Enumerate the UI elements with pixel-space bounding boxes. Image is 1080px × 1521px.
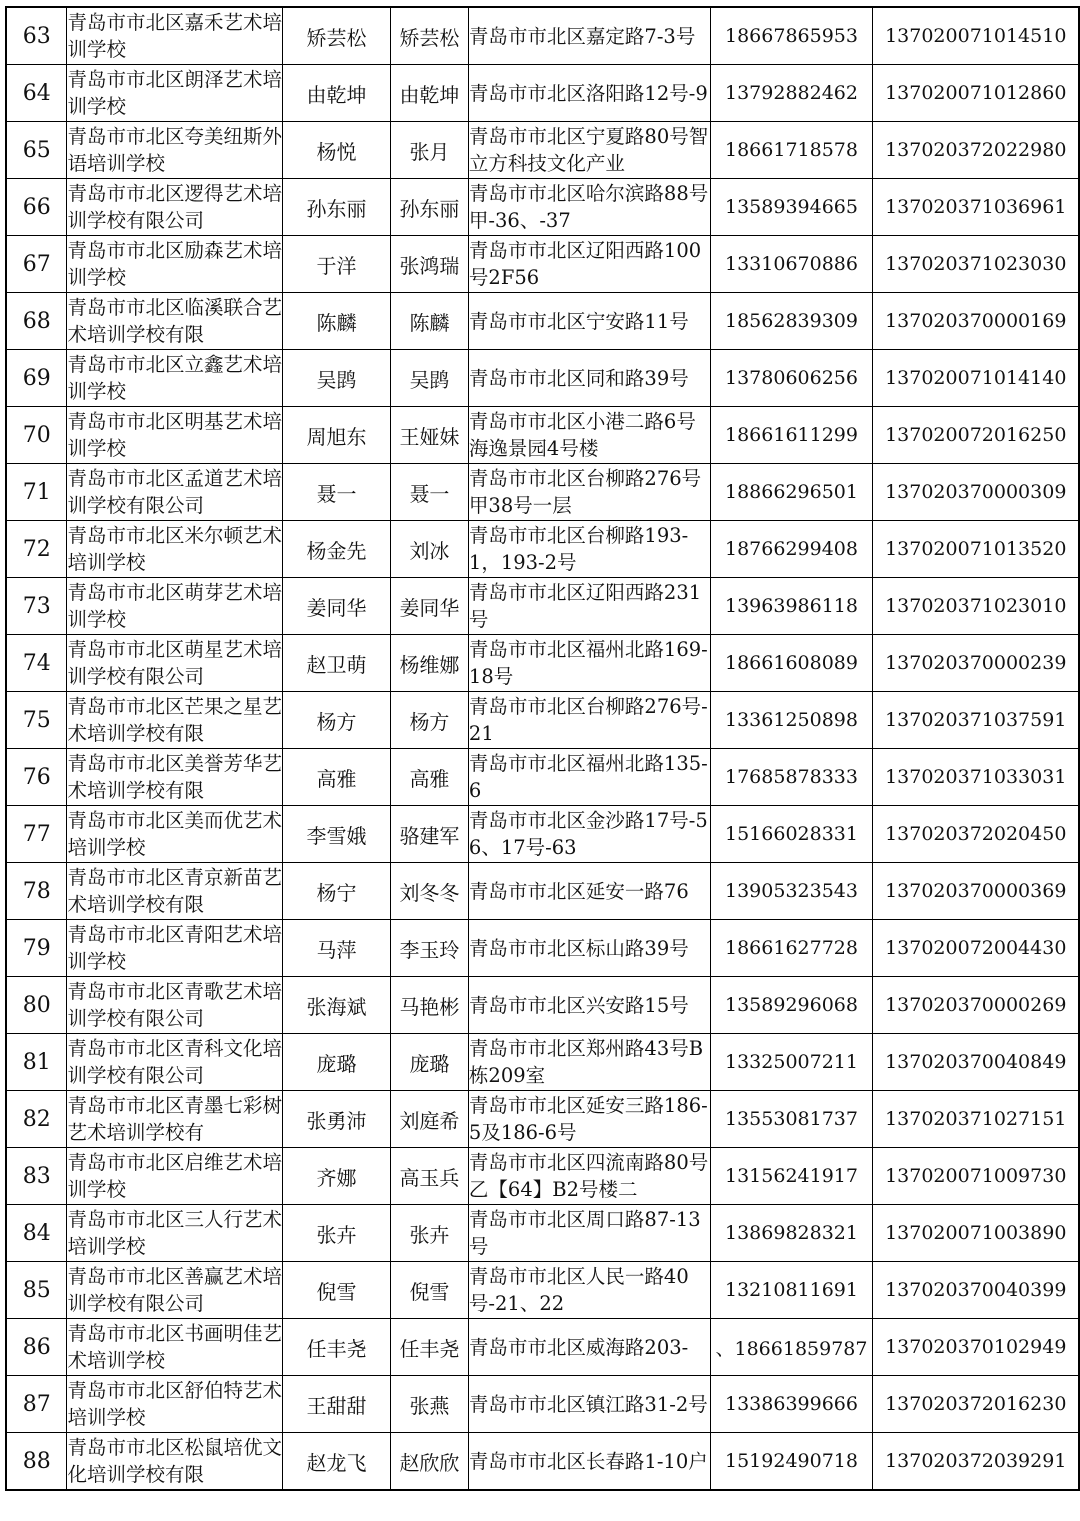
legal-representative: 杨悦 [283, 122, 391, 179]
principal-name: 骆建军 [390, 806, 468, 863]
contact-phone: 18661718578 [710, 122, 873, 179]
school-address-text: 青岛市市北区周口路87-13号 [468, 1208, 701, 1258]
school-address [468, 806, 710, 863]
license-number: 137020370040399 [873, 1262, 1079, 1319]
table-row [6, 977, 1079, 1034]
contact-phone: 13869828321 [710, 1205, 873, 1262]
license-number: 137020071013520 [873, 521, 1079, 578]
school-address [468, 1205, 710, 1262]
license-number: 137020370040849 [873, 1034, 1079, 1091]
principal-name: 张燕 [390, 1376, 468, 1433]
license-number: 137020372022980 [873, 122, 1079, 179]
row-number: 64 [6, 65, 67, 122]
table-row [6, 749, 1079, 806]
table-row [6, 578, 1079, 635]
school-name [67, 7, 283, 65]
principal-name: 王娅妹 [390, 407, 468, 464]
legal-representative: 吴鹍 [283, 350, 391, 407]
license-number: 137020071003890 [873, 1205, 1079, 1262]
table-row [6, 407, 1079, 464]
school-address-text: 青岛市市北区洛阳路12号-9 [468, 81, 708, 105]
legal-representative: 于洋 [283, 236, 391, 293]
school-name-text: 青岛市市北区青歌艺术培训学校有限公司 [67, 980, 282, 1030]
school-name [67, 1376, 283, 1433]
table-row [6, 1262, 1079, 1319]
table-row [6, 1433, 1079, 1491]
legal-representative: 杨宁 [283, 863, 391, 920]
legal-representative: 姜同华 [283, 578, 391, 635]
legal-representative: 李雪娥 [283, 806, 391, 863]
row-number: 84 [6, 1205, 67, 1262]
school-address [468, 1091, 710, 1148]
school-name-text: 青岛市市北区青阳艺术培训学校 [67, 923, 282, 973]
license-number: 137020370102949 [873, 1319, 1079, 1376]
license-number: 137020072004430 [873, 920, 1079, 977]
license-number: 137020370000269 [873, 977, 1079, 1034]
legal-representative: 马萍 [283, 920, 391, 977]
school-address-text: 青岛市市北区台柳路276号甲38号一层 [468, 467, 702, 517]
school-name [67, 293, 283, 350]
table-body [6, 7, 1079, 1490]
school-name-text: 青岛市市北区萌芽艺术培训学校 [67, 581, 282, 631]
contact-phone: 13905323543 [710, 863, 873, 920]
school-address [468, 179, 710, 236]
school-name-text: 青岛市市北区美而优艺术培训学校 [67, 809, 282, 859]
school-name-text: 青岛市市北区美誉芳华艺术培训学校有限 [67, 752, 282, 802]
principal-name: 赵欣欣 [390, 1433, 468, 1491]
row-number: 76 [6, 749, 67, 806]
row-number: 72 [6, 521, 67, 578]
school-name-text: 青岛市市北区嘉禾艺术培训学校 [67, 11, 282, 61]
legal-representative: 矫芸松 [283, 7, 391, 65]
school-name-text: 青岛市市北区善赢艺术培训学校有限公司 [67, 1265, 282, 1315]
contact-phone: 18866296501 [710, 464, 873, 521]
row-number: 65 [6, 122, 67, 179]
school-name [67, 578, 283, 635]
legal-representative: 庞璐 [283, 1034, 391, 1091]
school-name-text: 青岛市市北区松鼠培优文化培训学校有限 [67, 1436, 282, 1486]
contact-phone: 13553081737 [710, 1091, 873, 1148]
legal-representative: 齐娜 [283, 1148, 391, 1205]
school-address-text: 青岛市市北区福州北路169-18号 [468, 638, 708, 688]
contact-phone: 、18661859787 [710, 1319, 873, 1376]
table-row [6, 122, 1079, 179]
license-number: 137020371023030 [873, 236, 1079, 293]
school-address-text: 青岛市市北区人民一路40号-21、22 [468, 1265, 689, 1315]
contact-phone: 18562839309 [710, 293, 873, 350]
license-number: 137020071014140 [873, 350, 1079, 407]
school-name-text: 青岛市市北区启维艺术培训学校 [67, 1151, 282, 1201]
license-number: 137020071012860 [873, 65, 1079, 122]
school-address [468, 350, 710, 407]
school-name [67, 920, 283, 977]
school-name-text: 青岛市市北区三人行艺术培训学校 [67, 1208, 282, 1258]
school-address-text: 青岛市市北区嘉定路7-3号 [468, 24, 696, 48]
license-number: 137020371033031 [873, 749, 1079, 806]
school-address-text: 青岛市市北区郑州路43号B栋209室 [468, 1037, 704, 1087]
legal-representative: 孙东丽 [283, 179, 391, 236]
table-row [6, 635, 1079, 692]
school-address-text: 青岛市市北区宁安路11号 [468, 309, 689, 333]
school-address [468, 1433, 710, 1491]
school-name [67, 749, 283, 806]
principal-name: 马艳彬 [390, 977, 468, 1034]
row-number: 88 [6, 1433, 67, 1491]
school-address [468, 1376, 710, 1433]
table-row [6, 1376, 1079, 1433]
school-address-text: 青岛市市北区台柳路193-1，193-2号 [468, 524, 689, 574]
contact-phone: 13210811691 [710, 1262, 873, 1319]
row-number: 85 [6, 1262, 67, 1319]
contact-phone: 13963986118 [710, 578, 873, 635]
table-row [6, 1034, 1079, 1091]
row-number: 77 [6, 806, 67, 863]
school-name [67, 1433, 283, 1491]
school-name [67, 977, 283, 1034]
school-name [67, 122, 283, 179]
contact-phone: 13361250898 [710, 692, 873, 749]
school-address [468, 692, 710, 749]
school-address [468, 122, 710, 179]
legal-representative: 张勇沛 [283, 1091, 391, 1148]
row-number: 78 [6, 863, 67, 920]
contact-phone: 13325007211 [710, 1034, 873, 1091]
school-registry-table [5, 6, 1080, 1491]
row-number: 70 [6, 407, 67, 464]
legal-representative: 杨金先 [283, 521, 391, 578]
contact-phone: 13792882462 [710, 65, 873, 122]
school-name-text: 青岛市市北区立鑫艺术培训学校 [67, 353, 282, 403]
legal-representative: 周旭东 [283, 407, 391, 464]
principal-name: 矫芸松 [390, 7, 468, 65]
license-number: 137020072016250 [873, 407, 1079, 464]
license-number: 137020371036961 [873, 179, 1079, 236]
school-address [468, 749, 710, 806]
school-address [468, 1319, 710, 1376]
table-row [6, 521, 1079, 578]
school-name-text: 青岛市市北区逻得艺术培训学校有限公司 [67, 182, 282, 232]
table-row [6, 179, 1079, 236]
contact-phone: 13386399666 [710, 1376, 873, 1433]
school-address-text: 青岛市市北区标山路39号 [468, 936, 689, 960]
school-address-text: 青岛市市北区哈尔滨路88号甲-36、-37 [468, 182, 709, 232]
table-row [6, 350, 1079, 407]
school-name [67, 1205, 283, 1262]
row-number: 75 [6, 692, 67, 749]
row-number: 83 [6, 1148, 67, 1205]
principal-name: 高玉兵 [390, 1148, 468, 1205]
legal-representative: 张卉 [283, 1205, 391, 1262]
row-number: 68 [6, 293, 67, 350]
principal-name: 陈麟 [390, 293, 468, 350]
row-number: 87 [6, 1376, 67, 1433]
principal-name: 张月 [390, 122, 468, 179]
school-name [67, 65, 283, 122]
legal-representative: 高雅 [283, 749, 391, 806]
table-row [6, 863, 1079, 920]
contact-phone: 17685878333 [710, 749, 873, 806]
school-address-text: 青岛市市北区长春路1-10户 [468, 1449, 708, 1473]
principal-name: 张卉 [390, 1205, 468, 1262]
license-number: 137020372020450 [873, 806, 1079, 863]
school-name-text: 青岛市市北区青京新苗艺术培训学校有限 [67, 866, 282, 916]
school-address-text: 青岛市市北区台柳路276号-21 [468, 695, 708, 745]
school-address [468, 7, 710, 65]
school-address [468, 521, 710, 578]
school-address [468, 293, 710, 350]
table-row [6, 692, 1079, 749]
legal-representative: 赵龙飞 [283, 1433, 391, 1491]
school-name-text: 青岛市市北区朗泽艺术培训学校 [67, 68, 282, 118]
school-name-text: 青岛市市北区青科文化培训学校有限公司 [67, 1037, 282, 1087]
principal-name: 刘冰 [390, 521, 468, 578]
license-number: 137020371037591 [873, 692, 1079, 749]
license-number: 137020071014510 [873, 7, 1079, 65]
contact-phone: 18766299408 [710, 521, 873, 578]
school-address [468, 407, 710, 464]
school-address-text: 青岛市市北区四流南路80号乙【64】B2号楼二 [468, 1151, 709, 1201]
table-row [6, 806, 1079, 863]
school-address [468, 863, 710, 920]
school-address [468, 578, 710, 635]
table-row [6, 7, 1079, 65]
school-name-text: 青岛市市北区芒果之星艺术培训学校有限 [67, 695, 282, 745]
legal-representative: 由乾坤 [283, 65, 391, 122]
legal-representative: 杨方 [283, 692, 391, 749]
school-address-text: 青岛市市北区延安一路76 [468, 879, 689, 903]
contact-phone: 18661611299 [710, 407, 873, 464]
contact-phone: 13780606256 [710, 350, 873, 407]
principal-name: 刘冬冬 [390, 863, 468, 920]
school-address-text: 青岛市市北区金沙路17号-56、17号-63 [468, 809, 708, 859]
license-number: 137020372016230 [873, 1376, 1079, 1433]
row-number: 80 [6, 977, 67, 1034]
school-address-text: 青岛市市北区兴安路15号 [468, 993, 689, 1017]
license-number: 137020370000169 [873, 293, 1079, 350]
row-number: 82 [6, 1091, 67, 1148]
school-name [67, 179, 283, 236]
school-address [468, 977, 710, 1034]
legal-representative: 张海斌 [283, 977, 391, 1034]
table-row [6, 293, 1079, 350]
school-name [67, 635, 283, 692]
school-address [468, 635, 710, 692]
row-number: 79 [6, 920, 67, 977]
school-address-text: 青岛市市北区辽阳西路231号 [468, 581, 702, 631]
principal-name: 杨方 [390, 692, 468, 749]
school-address-text: 青岛市市北区小港二路6号海逸景园4号楼 [468, 410, 696, 460]
school-name [67, 1091, 283, 1148]
school-address [468, 920, 710, 977]
school-name-text: 青岛市市北区明基艺术培训学校 [67, 410, 282, 460]
table-row [6, 1319, 1079, 1376]
school-address [468, 65, 710, 122]
principal-name: 高雅 [390, 749, 468, 806]
row-number: 63 [6, 7, 67, 65]
school-address [468, 464, 710, 521]
contact-phone: 13156241917 [710, 1148, 873, 1205]
row-number: 73 [6, 578, 67, 635]
school-name-text: 青岛市市北区夸美纽斯外语培训学校 [67, 125, 282, 175]
principal-name: 倪雪 [390, 1262, 468, 1319]
principal-name: 吴鹍 [390, 350, 468, 407]
table-row [6, 464, 1079, 521]
contact-phone: 15192490718 [710, 1433, 873, 1491]
school-name-text: 青岛市市北区书画明佳艺术培训学校 [67, 1322, 282, 1372]
school-address [468, 236, 710, 293]
table-row [6, 1205, 1079, 1262]
row-number: 74 [6, 635, 67, 692]
school-name-text: 青岛市市北区舒伯特艺术培训学校 [67, 1379, 282, 1429]
school-address-text: 青岛市市北区辽阳西路100号2F56 [468, 239, 702, 289]
principal-name: 张鸿瑞 [390, 236, 468, 293]
table-row [6, 1091, 1079, 1148]
school-name-text: 青岛市市北区米尔顿艺术培训学校 [67, 524, 282, 574]
school-address-text: 青岛市市北区宁夏路80号智立方科技文化产业 [468, 125, 709, 175]
contact-phone: 13589296068 [710, 977, 873, 1034]
legal-representative: 赵卫萌 [283, 635, 391, 692]
license-number: 137020370000309 [873, 464, 1079, 521]
license-number: 137020372039291 [873, 1433, 1079, 1491]
principal-name: 庞璐 [390, 1034, 468, 1091]
legal-representative: 倪雪 [283, 1262, 391, 1319]
school-name-text: 青岛市市北区青墨七彩树艺术培训学校有 [67, 1094, 282, 1144]
school-name [67, 692, 283, 749]
row-number: 81 [6, 1034, 67, 1091]
school-name [67, 1319, 283, 1376]
school-name-text: 青岛市市北区孟道艺术培训学校有限公司 [67, 467, 282, 517]
school-name [67, 350, 283, 407]
school-name [67, 521, 283, 578]
principal-name: 孙东丽 [390, 179, 468, 236]
school-name [67, 464, 283, 521]
school-address-text: 青岛市市北区镇江路31-2号 [468, 1392, 708, 1416]
license-number: 137020370000239 [873, 635, 1079, 692]
school-name-text: 青岛市市北区临溪联合艺术培训学校有限 [67, 296, 282, 346]
school-name-text: 青岛市市北区萌星艺术培训学校有限公司 [67, 638, 282, 688]
legal-representative: 任丰尧 [283, 1319, 391, 1376]
school-address-text: 青岛市市北区威海路203- [468, 1335, 689, 1359]
row-number: 86 [6, 1319, 67, 1376]
row-number: 69 [6, 350, 67, 407]
table-row [6, 920, 1079, 977]
contact-phone: 18661608089 [710, 635, 873, 692]
school-name-text: 青岛市市北区励森艺术培训学校 [67, 239, 282, 289]
contact-phone: 13310670886 [710, 236, 873, 293]
row-number: 66 [6, 179, 67, 236]
legal-representative: 陈麟 [283, 293, 391, 350]
legal-representative: 王甜甜 [283, 1376, 391, 1433]
principal-name: 由乾坤 [390, 65, 468, 122]
table-row [6, 236, 1079, 293]
school-name [67, 863, 283, 920]
contact-phone: 18661627728 [710, 920, 873, 977]
school-name [67, 236, 283, 293]
school-name [67, 1262, 283, 1319]
school-name [67, 407, 283, 464]
table-row [6, 65, 1079, 122]
license-number: 137020371023010 [873, 578, 1079, 635]
principal-name: 杨维娜 [390, 635, 468, 692]
school-address-text: 青岛市市北区延安三路186-5及186-6号 [468, 1094, 708, 1144]
school-address [468, 1262, 710, 1319]
school-address-text: 青岛市市北区福州北路135-6 [468, 752, 708, 802]
table-row [6, 1148, 1079, 1205]
principal-name: 李玉玲 [390, 920, 468, 977]
principal-name: 任丰尧 [390, 1319, 468, 1376]
school-name [67, 1034, 283, 1091]
license-number: 137020071009730 [873, 1148, 1079, 1205]
school-address [468, 1148, 710, 1205]
principal-name: 姜同华 [390, 578, 468, 635]
contact-phone: 13589394665 [710, 179, 873, 236]
principal-name: 聂一 [390, 464, 468, 521]
school-name [67, 1148, 283, 1205]
license-number: 137020370000369 [873, 863, 1079, 920]
school-address [468, 1034, 710, 1091]
contact-phone: 15166028331 [710, 806, 873, 863]
row-number: 71 [6, 464, 67, 521]
legal-representative: 聂一 [283, 464, 391, 521]
contact-phone: 18667865953 [710, 7, 873, 65]
school-name [67, 806, 283, 863]
license-number: 137020371027151 [873, 1091, 1079, 1148]
row-number: 67 [6, 236, 67, 293]
principal-name: 刘庭希 [390, 1091, 468, 1148]
school-address-text: 青岛市市北区同和路39号 [468, 366, 689, 390]
